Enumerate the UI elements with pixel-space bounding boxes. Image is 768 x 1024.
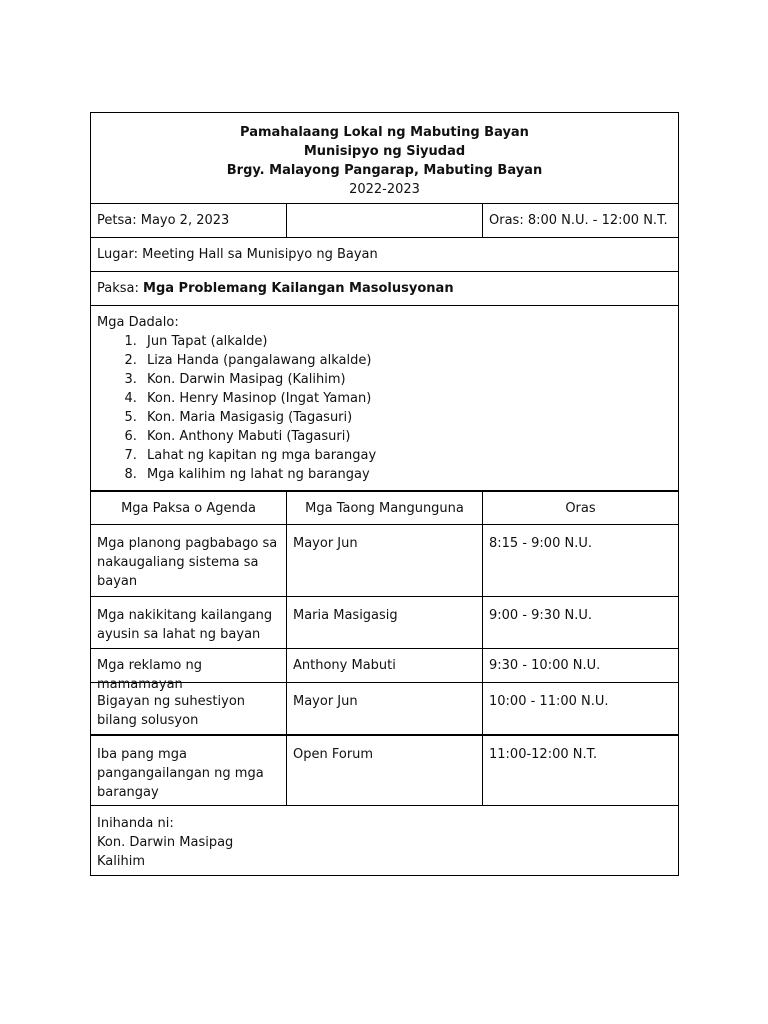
date-time-row [91,203,678,237]
agenda-header-row [91,490,678,524]
agenda-topic: Mga nakikitang kailangang ayusin sa lahat ng bayan [91,597,287,648]
time-cell: Oras: 8:00 N.U. - 12:00 N.T. [489,213,668,228]
agenda-topic: Bigayan ng suhestiyon bilang solusyon [91,683,287,734]
agenda-time: 11:00-12:00 N.T. [489,747,598,762]
header-cell [91,113,678,203]
empty-cell [287,204,483,237]
attendee-item: 3. Kon. Darwin Masipag (Kalihim) [141,370,672,389]
attendees-cell [91,306,678,490]
topic-cell [91,272,678,305]
table-row [91,682,678,734]
agenda-lead: Open Forum [287,736,483,805]
prepared-by-cell [91,806,678,875]
date-cell: Petsa: Mayo 2, 2023 [91,204,287,237]
agenda-time: 8:15 - 9:00 N.U. [489,536,592,551]
agenda-time: 10:00 - 11:00 N.U. [489,694,609,709]
prepared-by-row [91,805,678,875]
topic-row [91,271,678,305]
attendee-item: 6. Kon. Anthony Mabuti (Tagasuri) [141,427,672,446]
prepared-by-title: Kalihim [97,854,146,869]
attendee-item: 4. Kon. Henry Masinop (Ingat Yaman) [141,389,672,408]
agenda-time: 9:30 - 10:00 N.U. [489,658,601,673]
attendee-item: 8. Mga kalihim ng lahat ng barangay [141,465,672,484]
place-cell: Lugar: Meeting Hall sa Munisipyo ng Bayan [97,247,378,262]
attendee-item: 5. Kon. Maria Masigasig (Tagasuri) [141,408,672,427]
attendee-item: 7. Lahat ng kapitan ng mga barangay [141,446,672,465]
agenda-lead: Maria Masigasig [287,597,483,648]
topic-value: Mga Problemang Kailangan Masolusyonan [143,281,454,296]
agenda-header-topic: Mga Paksa o Agenda [91,492,287,524]
place-row [91,237,678,271]
attendee-item: 1. Jun Tapat (alkalde) [141,332,672,351]
table-row [91,648,678,692]
attendees-row [91,305,678,490]
prepared-by-name: Kon. Darwin Masipag [97,835,234,850]
agenda-topic: Mga planong pagbabago sa nakaugaliang sistema sa bayan [91,525,287,596]
agenda-topic: Mga reklamo ng mamamayan [91,649,287,682]
document-header [91,113,678,203]
agenda-header-time: Oras [565,501,596,516]
header-line-year: 2022-2023 [349,182,420,197]
agenda-topic: Iba pang mga pangangailangan ng mga barangay [91,736,287,805]
header-line-government: Pamahalaang Lokal ng Mabuting Bayan [240,125,529,140]
minutes-document [90,112,679,876]
attendees-list [97,332,672,484]
agenda-time: 9:00 - 9:30 N.U. [489,608,592,623]
agenda-lead: Anthony Mabuti [287,649,483,682]
agenda-lead: Mayor Jun [287,683,483,734]
table-row [91,596,678,648]
agenda-header-lead: Mga Taong Mangunguna [287,492,483,524]
table-row [91,524,678,596]
header-line-municipality: Munisipyo ng Siyudad [303,144,466,159]
attendee-item: 2. Liza Handa (pangalawang alkalde) [141,351,672,370]
topic-label: Paksa: [97,281,144,296]
prepared-by-label: Inihanda ni: [97,816,174,831]
agenda-lead: Mayor Jun [287,525,483,596]
header-line-barangay: Brgy. Malayong Pangarap, Mabuting Bayan [226,163,543,178]
attendees-label: Mga Dadalo: [97,315,179,330]
table-row [91,734,678,805]
